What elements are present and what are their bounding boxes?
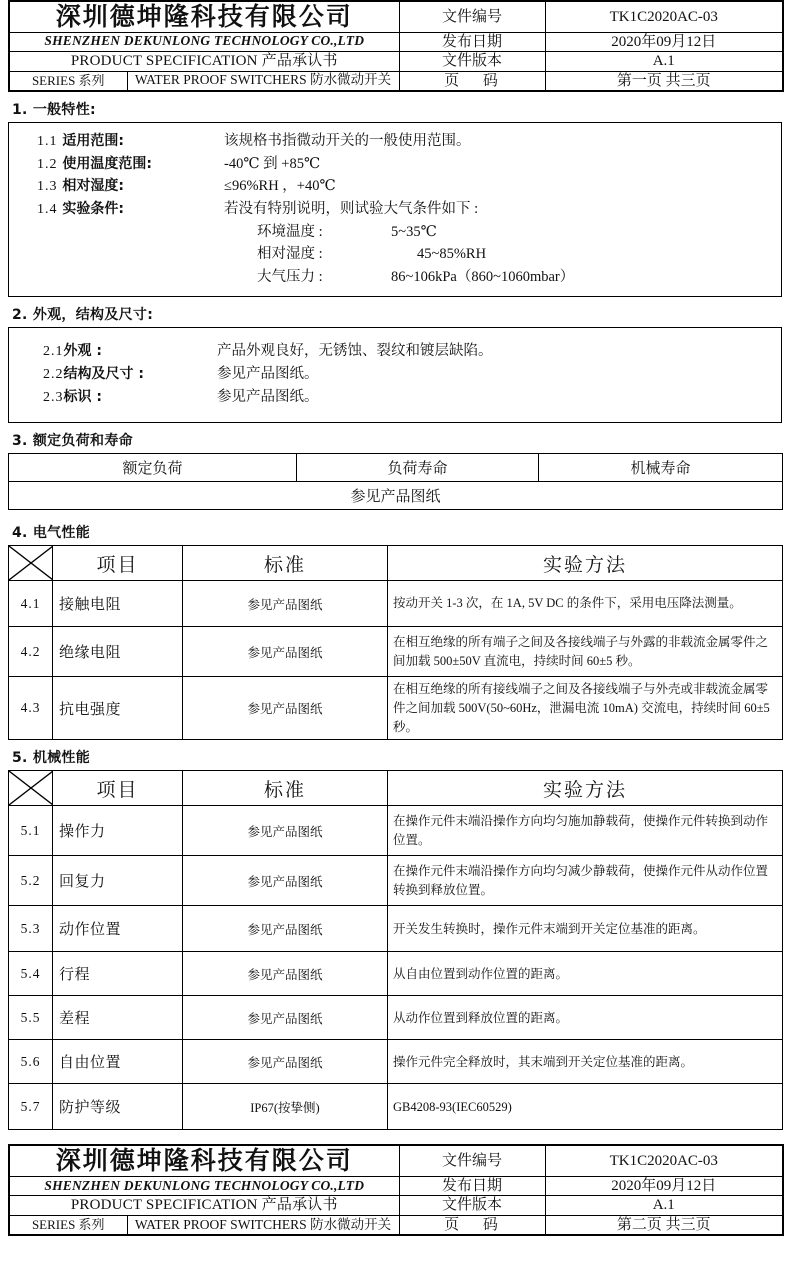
section1-sub-label: 大气压力 : <box>257 268 323 285</box>
list-item <box>9 266 781 288</box>
row-item-name: 行程 <box>53 952 183 996</box>
row-number: 5.5 <box>9 996 53 1040</box>
section1-item-label: 适用范围: <box>62 133 124 149</box>
table-row <box>9 1196 783 1216</box>
company-name-en: SHENZHEN DEKUNLONG TECHNOLOGY CO.,LTD <box>9 1176 399 1196</box>
company-name-cn: 深圳德坤隆科技有限公司 <box>9 1145 399 1176</box>
column-header-method: 实验方法 <box>388 546 783 581</box>
version-label: 文件版本 <box>399 1196 545 1216</box>
row-standard: 参见产品图纸 <box>183 806 388 856</box>
table-row <box>9 581 783 627</box>
series-label: SERIES 系列 <box>9 1215 127 1235</box>
column-header-mechanical-life: 机械寿命 <box>539 454 783 482</box>
row-number: 4.2 <box>9 627 53 677</box>
document-header-bottom <box>8 1144 784 1236</box>
row-standard: 参见产品图纸 <box>183 581 388 627</box>
list-item <box>9 175 781 198</box>
list-item <box>9 243 781 265</box>
section2-item-no: 2.2 <box>43 366 64 382</box>
row-item-name: 绝缘电阻 <box>53 627 183 677</box>
section2-item-value: 参见产品图纸。 <box>217 365 319 382</box>
section4-title: 4. 电气性能 <box>12 525 91 542</box>
row-number: 5.2 <box>9 856 53 906</box>
table-row <box>9 1084 783 1130</box>
section1-sub-label: 环境温度 : <box>257 223 323 240</box>
section2-item-no: 2.1 <box>43 344 64 360</box>
section2-title: 2. 外观，结构及尺寸: <box>12 307 154 324</box>
row-standard: 参见产品图纸 <box>183 627 388 677</box>
table-row <box>9 627 783 677</box>
table-header-row <box>9 546 783 581</box>
rated-load-merged-value: 参见产品图纸 <box>9 482 783 510</box>
section2-item-label: 结构及尺寸 : <box>63 365 144 382</box>
issue-date-label: 发布日期 <box>399 32 545 52</box>
table-header-row <box>9 454 783 482</box>
column-header-item: 项目 <box>53 546 183 581</box>
section1-sub-label: 相对湿度 : <box>257 246 323 263</box>
section1-box <box>8 122 782 297</box>
row-standard: 参见产品图纸 <box>183 906 388 952</box>
list-item <box>9 386 781 409</box>
section1-item-label: 相对湿度: <box>62 178 124 195</box>
row-method: GB4208-93(IEC60529) <box>388 1084 783 1130</box>
product-specification-title: PRODUCT SPECIFICATION 产品承认书 <box>9 1196 399 1216</box>
issue-date-value: 2020年09月12日 <box>545 1176 783 1196</box>
series-value: WATER PROOF SWITCHERS 防水微动开关 <box>127 71 399 91</box>
rated-load-life-table <box>8 453 783 510</box>
page-label: 页 码 <box>399 71 545 91</box>
section1-title: 1. 一般特性: <box>12 102 96 118</box>
section1-item-value: 该规格书指微动开关的一般使用范围。 <box>224 133 471 149</box>
column-header-standard: 标准 <box>183 546 388 581</box>
doc-no-label: 文件编号 <box>399 1145 545 1176</box>
company-name-en: SHENZHEN DEKUNLONG TECHNOLOGY CO.,LTD <box>9 32 399 52</box>
list-item <box>9 198 781 221</box>
section1-item-no: 1.4 <box>37 202 58 218</box>
table-row <box>9 1176 783 1196</box>
series-value: WATER PROOF SWITCHERS 防水微动开关 <box>127 1215 399 1235</box>
table-row <box>9 1215 783 1235</box>
row-item-name: 接触电阻 <box>53 581 183 627</box>
row-item-name: 自由位置 <box>53 1040 183 1084</box>
row-standard: IP67(按挚侧) <box>183 1084 388 1130</box>
row-number: 5.7 <box>9 1084 53 1130</box>
list-item <box>9 363 781 386</box>
row-number: 5.3 <box>9 906 53 952</box>
page-value: 第一页 共三页 <box>545 71 783 91</box>
row-standard: 参见产品图纸 <box>183 996 388 1040</box>
section3-title: 3. 额定负荷和寿命 <box>12 433 133 450</box>
table-row <box>9 856 783 906</box>
row-item-name: 抗电强度 <box>53 677 183 740</box>
product-specification-title: PRODUCT SPECIFICATION 产品承认书 <box>9 52 399 72</box>
section1-sub-value: 45~85%RH <box>417 246 487 263</box>
row-standard: 参见产品图纸 <box>183 1040 388 1084</box>
diagonal-cross-icon <box>9 771 53 806</box>
version-value: A.1 <box>545 1196 783 1216</box>
electrical-performance-table <box>8 545 783 740</box>
row-method: 在操作元件末端沿操作方向均匀减少静载荷，使操作元件从动作位置转换到释放位置。 <box>388 856 783 906</box>
list-item <box>9 130 781 153</box>
table-row <box>9 996 783 1040</box>
table-row <box>9 1040 783 1084</box>
table-row <box>9 32 783 52</box>
issue-date-label: 发布日期 <box>399 1176 545 1196</box>
row-standard: 参见产品图纸 <box>183 677 388 740</box>
table-header-row <box>9 771 783 806</box>
row-standard: 参见产品图纸 <box>183 952 388 996</box>
row-number: 4.1 <box>9 581 53 627</box>
table-row <box>9 52 783 72</box>
row-method: 从动作位置到释放位置的距离。 <box>388 996 783 1040</box>
series-label: SERIES 系列 <box>9 71 127 91</box>
page-value: 第二页 共三页 <box>545 1215 783 1235</box>
doc-no-value: TK1C2020AC-03 <box>545 1145 783 1176</box>
section2-item-label: 外观 : <box>63 343 102 360</box>
row-method: 在相互绝缘的所有端子之间及各接线端子与外露的非载流金属零件之间加载 500±50V 直流电，持续时间 60±5 秒。 <box>388 627 783 677</box>
section1-sub-value: 86~106kPa（860~1060mbar） <box>391 268 575 285</box>
section2-item-label: 标识 : <box>63 388 102 405</box>
section2-item-no: 2.3 <box>43 389 64 405</box>
column-header-load-life: 负荷寿命 <box>297 454 539 482</box>
diagonal-cross-icon <box>9 546 53 581</box>
list-item <box>9 153 781 176</box>
section2-item-value: 产品外观良好，无锈蚀、裂纹和镀层缺陷。 <box>217 343 493 360</box>
section2-box <box>8 327 782 423</box>
row-item-name: 差程 <box>53 996 183 1040</box>
row-item-name: 动作位置 <box>53 906 183 952</box>
section1-item-value: ≤96%RH ，+40℃ <box>224 178 336 195</box>
version-label: 文件版本 <box>399 52 545 72</box>
section1-item-label: 实验条件: <box>62 201 124 218</box>
column-header-standard: 标准 <box>183 771 388 806</box>
issue-date-value: 2020年09月12日 <box>545 32 783 52</box>
doc-no-value: TK1C2020AC-03 <box>545 1 783 32</box>
mechanical-performance-table <box>8 770 783 1130</box>
row-number: 4.3 <box>9 677 53 740</box>
table-row <box>9 71 783 91</box>
column-header-rated-load: 额定负荷 <box>9 454 297 482</box>
page-label: 页 码 <box>399 1215 545 1235</box>
row-item-name: 操作力 <box>53 806 183 856</box>
section5-title: 5. 机械性能 <box>12 750 91 767</box>
section1-item-no: 1.1 <box>37 134 58 149</box>
row-method: 开关发生转换时，操作元件末端到开关定位基准的距离。 <box>388 906 783 952</box>
row-standard: 参见产品图纸 <box>183 856 388 906</box>
company-name-cn: 深圳德坤隆科技有限公司 <box>9 1 399 32</box>
table-row <box>9 906 783 952</box>
column-header-item: 项目 <box>53 771 183 806</box>
list-item <box>9 221 781 243</box>
document-header-top <box>8 0 784 92</box>
table-row <box>9 1145 783 1176</box>
table-row <box>9 806 783 856</box>
row-method: 在操作元件末端沿操作方向均匀施加静载荷，使操作元件转换到动作位置。 <box>388 806 783 856</box>
section1-item-label: 使用温度范围: <box>62 155 152 172</box>
table-row <box>9 1 783 32</box>
section1-item-value: 若没有特别说明，则试验大气条件如下 : <box>224 201 479 218</box>
column-header-method: 实验方法 <box>388 771 783 806</box>
row-number: 5.6 <box>9 1040 53 1084</box>
row-number: 5.4 <box>9 952 53 996</box>
section2-item-value: 参见产品图纸。 <box>217 388 319 405</box>
row-method: 在相互绝缘的所有接线端子之间及各接线端子与外壳或非载流金属零件之间加载 500V(50~60Hz，泄漏电流 10mA) 交流电，持续时间 60±5 秒。 <box>388 677 783 740</box>
section1-sub-value: 5~35℃ <box>391 223 437 240</box>
row-item-name: 回复力 <box>53 856 183 906</box>
version-value: A.1 <box>545 52 783 72</box>
section1-item-no: 1.2 <box>37 156 58 172</box>
doc-no-label: 文件编号 <box>399 1 545 32</box>
row-method: 从自由位置到动作位置的距离。 <box>388 952 783 996</box>
section1-item-no: 1.3 <box>37 179 58 195</box>
row-method: 操作元件完全释放时，其末端到开关定位基准的距离。 <box>388 1040 783 1084</box>
section1-item-value: -40℃ 到 +85℃ <box>224 155 321 172</box>
row-item-name: 防护等级 <box>53 1084 183 1130</box>
list-item <box>9 340 781 363</box>
table-row <box>9 677 783 740</box>
row-number: 5.1 <box>9 806 53 856</box>
table-row <box>9 482 783 510</box>
table-row <box>9 952 783 996</box>
row-method: 按动开关 1-3 次，在 1A, 5V DC 的条件下，采用电压降法测量。 <box>388 581 783 627</box>
